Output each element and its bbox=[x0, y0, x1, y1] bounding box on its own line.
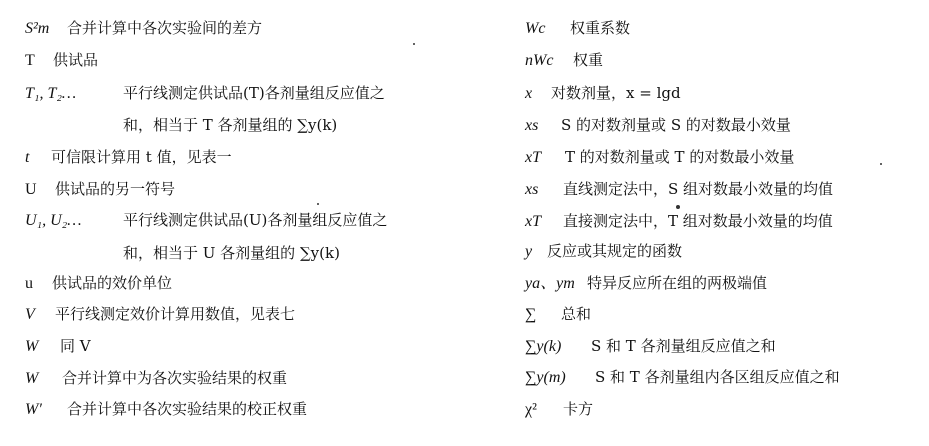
description: 合并计算中为各次实验结果的权重 bbox=[62, 369, 288, 387]
list-item bbox=[525, 336, 776, 357]
description: 反应或其规定的函数 bbox=[547, 242, 683, 260]
description: 合并计算中各次实验间的差方 bbox=[67, 19, 263, 37]
scan-speck bbox=[413, 43, 415, 45]
description: 权重系数 bbox=[570, 19, 631, 37]
description: 平行线测定效价计算用数值，见表七 bbox=[55, 305, 296, 323]
symbol: ya、ym bbox=[525, 275, 575, 292]
symbol: x bbox=[525, 85, 533, 102]
symbol: Wc bbox=[525, 20, 546, 37]
symbol: V bbox=[25, 306, 35, 323]
symbol: S²m bbox=[25, 20, 50, 37]
description: T 的对数剂量或 T 的对数最小效量 bbox=[565, 148, 795, 166]
list-item bbox=[525, 115, 791, 136]
symbol: ∑y(k) bbox=[525, 338, 562, 355]
list-item bbox=[25, 179, 175, 200]
list-item bbox=[25, 273, 172, 294]
description: S 的对数剂量或 S 的对数最小效量 bbox=[561, 116, 791, 134]
description: 特异反应所在组的两极端值 bbox=[587, 274, 768, 292]
description: 平行线测定供试品(U)各剂量组反应值之 bbox=[123, 211, 388, 229]
description: 卡方 bbox=[563, 400, 594, 418]
description: 供试品 bbox=[53, 51, 99, 69]
symbol: u bbox=[25, 275, 33, 292]
description: 对数剂量，x = lgd bbox=[551, 84, 681, 102]
description: 供试品的效价单位 bbox=[52, 274, 173, 292]
symbol: ∑y(m) bbox=[525, 369, 566, 386]
list-item bbox=[525, 273, 767, 294]
description: 供试品的另一符号 bbox=[55, 180, 176, 198]
list-item bbox=[25, 18, 262, 39]
list-item bbox=[25, 304, 295, 325]
symbol: ∑ bbox=[525, 306, 537, 323]
symbol: W′ bbox=[25, 401, 42, 418]
description: S 和 T 各剂量组反应值之和 bbox=[591, 337, 776, 355]
symbol: T bbox=[25, 52, 35, 69]
description: 可信限计算用 t 值，见表一 bbox=[51, 148, 232, 166]
description: 同 V bbox=[60, 337, 91, 355]
symbol: xs bbox=[525, 181, 539, 198]
list-item bbox=[25, 210, 387, 231]
symbol: xT bbox=[525, 149, 541, 166]
list-item bbox=[25, 147, 232, 168]
list-item bbox=[25, 399, 307, 420]
scan-speck bbox=[676, 205, 680, 209]
list-item bbox=[525, 18, 630, 39]
list-item bbox=[525, 399, 593, 420]
list-item bbox=[525, 211, 833, 232]
list-item bbox=[25, 336, 91, 357]
symbol: U bbox=[25, 181, 37, 198]
symbol: T₁, T₂… bbox=[25, 85, 77, 102]
symbol: xT bbox=[525, 213, 541, 230]
symbol: y bbox=[525, 243, 533, 260]
description: 直线测定法中，S 组对数最小效量的均值 bbox=[563, 180, 834, 198]
list-item bbox=[25, 50, 98, 71]
list-item bbox=[525, 367, 840, 388]
symbol: W bbox=[25, 338, 39, 355]
description-continuation: 和，相当于 U 各剂量组的 ∑y(k) bbox=[123, 244, 340, 262]
symbol: χ² bbox=[525, 401, 537, 418]
list-item bbox=[525, 147, 794, 168]
symbol: W bbox=[25, 370, 39, 387]
description: 平行线测定供试品(T)各剂量组反应值之 bbox=[123, 84, 385, 102]
list-item bbox=[525, 241, 682, 262]
description: 直接测定法中，T 组对数最小效量的均值 bbox=[563, 212, 833, 230]
list-item bbox=[525, 179, 833, 200]
scan-speck bbox=[317, 203, 319, 205]
scan-speck bbox=[880, 163, 882, 165]
list-item bbox=[25, 83, 385, 104]
list-item bbox=[525, 83, 681, 104]
description: 合并计算中各次实验结果的校正权重 bbox=[67, 400, 308, 418]
description: 总和 bbox=[561, 305, 592, 323]
list-item bbox=[525, 304, 591, 325]
description: S 和 T 各剂量组内各区组反应值之和 bbox=[595, 368, 840, 386]
symbol: xs bbox=[525, 117, 539, 134]
symbol: t bbox=[25, 149, 30, 166]
symbol: nWc bbox=[525, 52, 554, 69]
description: 权重 bbox=[573, 51, 604, 69]
symbol: U₁, U₂… bbox=[25, 212, 82, 229]
list-item bbox=[525, 50, 603, 71]
list-item bbox=[25, 368, 287, 389]
description-continuation: 和，相当于 T 各剂量组的 ∑y(k) bbox=[123, 116, 338, 134]
